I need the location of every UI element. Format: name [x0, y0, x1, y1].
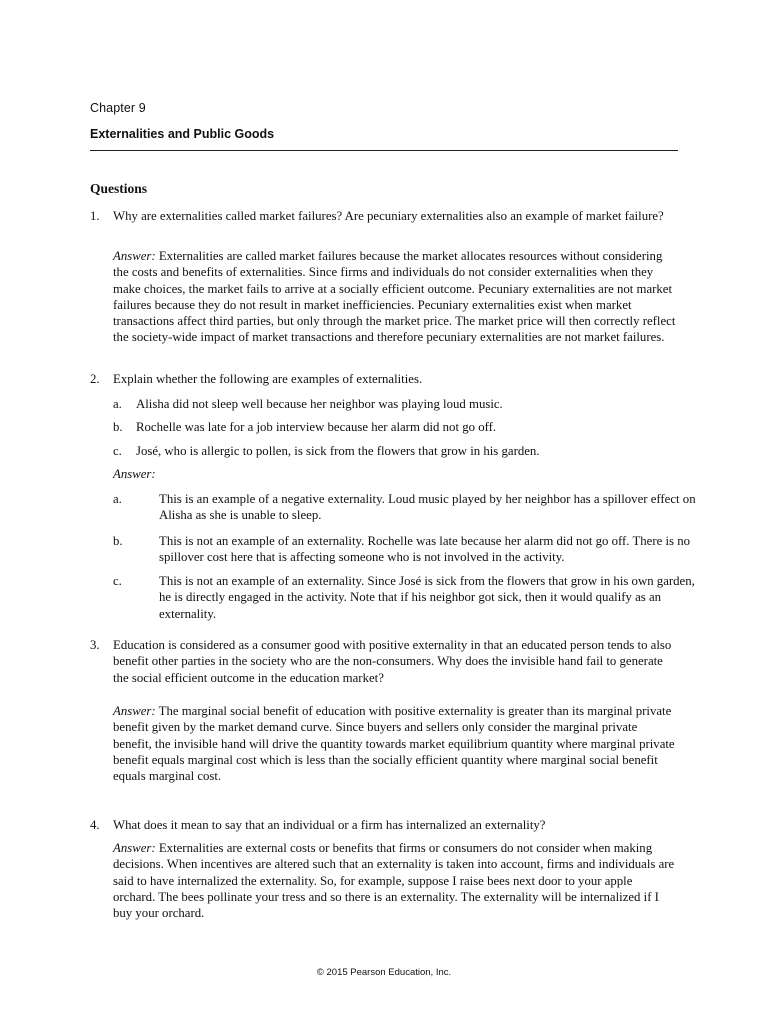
document-page: [90, 0, 696, 1024]
answer-block: [113, 840, 676, 921]
item-letter: c.: [113, 444, 122, 458]
answer-item: [113, 533, 704, 566]
list-item: [113, 419, 673, 435]
chapter-title: Externalities and Public Goods: [90, 127, 275, 141]
item-letter: c.: [113, 574, 122, 588]
item-text: Alisha did not sleep well because her neighbor was playing loud music.: [136, 397, 503, 411]
question-number: 2.: [90, 372, 100, 386]
question-number: 1.: [90, 209, 100, 223]
item-text: This is an example of a negative externality. Loud music played by her neighbor has a spillover effect on Alisha as she is unable to sleep.: [159, 492, 696, 523]
question-number: 3.: [90, 638, 100, 652]
answer-text: Externalities are external costs or benefits that firms or consumers do not consider when making decisions. When incentives are altered such that an externality is taken into account, firms and individuals are said to have internalized the externality. So, for example, suppose I raise bees next door to your apple orchard. The bees pollinate your tress and so there is an externality. The externality will be internalized if I buy your orchard.: [113, 841, 675, 921]
answer-block: [113, 466, 676, 482]
answer-block: [113, 248, 676, 346]
chapter-number: Chapter 9: [90, 101, 146, 115]
item-text: Rochelle was late for a job interview because her alarm did not go off.: [136, 420, 497, 434]
answer-label: Answer:: [113, 841, 156, 855]
section-heading: Questions: [90, 181, 148, 196]
answer-text: Externalities are called market failures because the market allocates resources without considering the costs and benefits of externalities. Since firms and individuals do not consider externalities when they make choices, the market fails to arrive at a socially efficient outcome. Pecuniary externalities are not market failures because they do not result in market inefficiencies. Pecuniary externalities exist when market transactions affect third parties, but only through the market price. The market price will then correctly reflect the society-wide impact of market transactions and therefore pecuniary externalities are not market failures.: [113, 249, 676, 345]
answer-block: [113, 703, 676, 784]
question-text: What does it mean to say that an individual or a firm has internalized an externality?: [113, 818, 546, 832]
copyright-footer: © 2015 Pearson Education, Inc.: [316, 967, 452, 978]
item-letter: b.: [113, 420, 123, 434]
answer-label: Answer:: [113, 704, 156, 718]
question-text: Education is considered as a consumer good with positive externality in that an educated person tends to also benefit other parties in the society who are the non-consumers. Why does the invisible hand fail to generate the social efficient outcome in the education market?: [113, 638, 672, 685]
item-text: José, who is allergic to pollen, is sick from the flowers that grow in his garden.: [136, 444, 540, 458]
question-number: 4.: [90, 818, 100, 832]
answer-item: [113, 491, 704, 524]
answer-label: Answer:: [113, 249, 156, 263]
list-item: [113, 396, 673, 412]
item-text: This is not an example of an externality. Rochelle was late because her alarm did not go off. There is no spillover cost here that is affecting someone who is not involved in the activity.: [159, 534, 691, 565]
list-item: [113, 443, 673, 459]
item-letter: a.: [113, 397, 122, 411]
item-letter: b.: [113, 534, 123, 548]
item-text: This is not an example of an externality. Since José is sick from the flowers that grow in his own garden, he is directly engaged in the activity. Note that if his neighbor got sick, then it would qualify as an externality.: [159, 574, 695, 621]
answer-label: Answer:: [113, 467, 156, 481]
header-rule: [90, 150, 678, 151]
question-text: Why are externalities called market failures? Are pecuniary externalities also an example of market failure?: [113, 209, 664, 223]
answer-text: The marginal social benefit of education with positive externality is greater than its marginal private benefit given by the market demand curve. Since buyers and sellers only consider the marginal private benefit, the invisible hand will drive the quantity towards market equilibrium quantity where marginal private benefit equals marginal cost which is less than the socially efficient quantity where marginal social benefit equals marginal cost.: [113, 704, 675, 784]
question-text: Explain whether the following are examples of externalities.: [113, 372, 423, 386]
item-letter: a.: [113, 492, 122, 506]
answer-item: [113, 573, 704, 622]
